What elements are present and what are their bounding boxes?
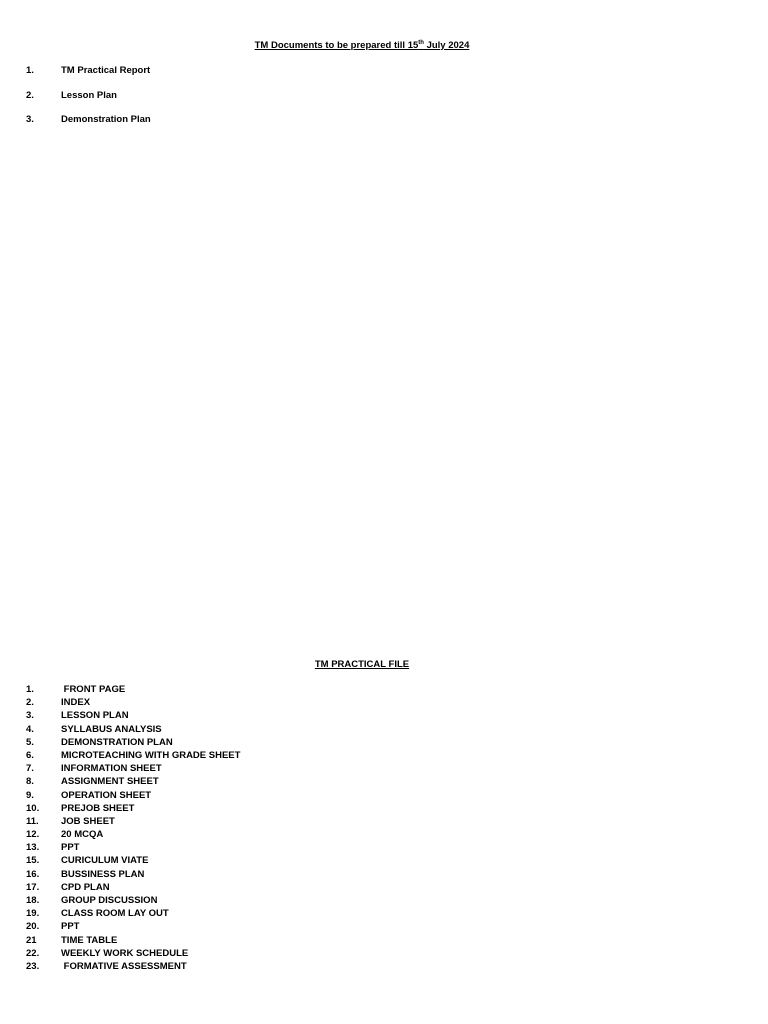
list-item-number: 20.	[26, 921, 40, 933]
practical-file-item	[26, 854, 240, 867]
list-item-number: 21	[26, 934, 37, 946]
list-item-label: Lesson Plan	[61, 89, 117, 101]
practical-file-item	[26, 762, 240, 775]
documents-list-item	[26, 90, 151, 115]
list-item-number: 22.	[26, 947, 40, 959]
list-item-number: 2.	[26, 697, 34, 709]
list-item-label: INFORMATION SHEET	[61, 763, 162, 775]
practical-file-title: TM PRACTICAL FILE	[314, 659, 410, 670]
documents-list-item	[26, 114, 151, 139]
list-item-number: 3.	[26, 710, 34, 722]
list-item-label: ASSIGNMENT SHEET	[61, 776, 159, 788]
practical-file-item	[26, 709, 240, 722]
practical-file-item	[26, 775, 240, 788]
practical-file-item	[26, 934, 240, 947]
list-item-label: TM Practical Report	[61, 65, 151, 76]
list-item-label: PPT	[61, 842, 80, 854]
list-item-label: BUSSINESS PLAN	[61, 868, 145, 880]
practical-file-item	[26, 960, 240, 973]
list-item-label: WEEKLY WORK SCHEDULE	[61, 947, 189, 959]
list-item-number: 15.	[26, 855, 40, 867]
practical-file-item	[26, 920, 240, 933]
list-item-number: 19.	[26, 908, 40, 920]
documents-list-item	[26, 65, 151, 90]
practical-file-item	[26, 736, 240, 749]
list-item-label: GROUP DISCUSSION	[61, 895, 158, 906]
practical-file-item	[26, 907, 240, 920]
list-item-label: TIME TABLE	[61, 934, 118, 946]
documents-list	[26, 65, 151, 139]
list-item-number: 6.	[26, 749, 34, 761]
list-item-number: 7.	[26, 763, 34, 775]
practical-file-item	[26, 947, 240, 960]
practical-file-item	[26, 723, 240, 736]
list-item-label: INDEX	[61, 697, 91, 709]
list-item-number: 18.	[26, 895, 40, 906]
list-item-label: OPERATION SHEET	[61, 789, 152, 801]
list-item-label: CLASS ROOM LAY OUT	[61, 908, 169, 920]
practical-file-item	[26, 802, 240, 815]
list-item-label: 20 MCQA	[61, 829, 104, 841]
practical-file-item	[26, 696, 240, 709]
document-title	[0, 40, 724, 51]
list-item-number: 11.	[26, 815, 39, 827]
practical-file-item	[26, 828, 240, 841]
list-item-label: DEMONSTRATION PLAN	[61, 736, 173, 748]
list-item-label: PPT	[61, 921, 80, 933]
practical-file-item	[26, 841, 240, 854]
practical-file-item	[26, 815, 240, 828]
practical-file-item	[26, 749, 240, 762]
list-item-number: 1.	[26, 684, 34, 695]
document-title-superscript: th	[418, 39, 424, 46]
list-item-number: 12.	[26, 829, 40, 841]
list-item-number: 10.	[26, 802, 40, 814]
document-title-prefix: TM Documents to be prepared till 15	[254, 40, 419, 51]
list-item-label: SYLLABUS ANALYSIS	[61, 723, 162, 735]
list-item-label: CPD PLAN	[61, 881, 110, 893]
practical-file-item	[26, 683, 240, 696]
list-item-label: MICROTEACHING WITH GRADE SHEET	[61, 749, 241, 761]
practical-file-item	[26, 881, 240, 894]
list-item-label: FORMATIVE ASSESSMENT	[61, 960, 187, 972]
practical-file-item	[26, 789, 240, 802]
practical-file-list	[26, 683, 240, 973]
list-item-number: 9.	[26, 789, 34, 801]
list-item-number: 8.	[26, 776, 34, 788]
list-item-number: 2.	[26, 89, 34, 101]
list-item-number: 17.	[26, 881, 40, 893]
list-item-label: JOB SHEET	[61, 815, 115, 827]
list-item-label: CURICULUM VIATE	[61, 855, 149, 867]
document-title-suffix: July 2024	[423, 40, 470, 51]
list-item-number: 16.	[26, 868, 40, 880]
list-item-number: 5.	[26, 736, 34, 748]
practical-file-item	[26, 894, 240, 907]
list-item-number: 4.	[26, 723, 34, 735]
list-item-label: PREJOB SHEET	[61, 802, 135, 814]
list-item-number: 23.	[26, 960, 40, 972]
list-item-number: 13.	[26, 842, 40, 854]
list-item-number: 1.	[26, 65, 34, 76]
practical-file-item	[26, 868, 240, 881]
list-item-label: LESSON PLAN	[61, 710, 129, 722]
list-item-number: 3.	[26, 114, 34, 125]
list-item-label: Demonstration Plan	[61, 114, 151, 125]
list-item-label: FRONT PAGE	[61, 684, 126, 695]
